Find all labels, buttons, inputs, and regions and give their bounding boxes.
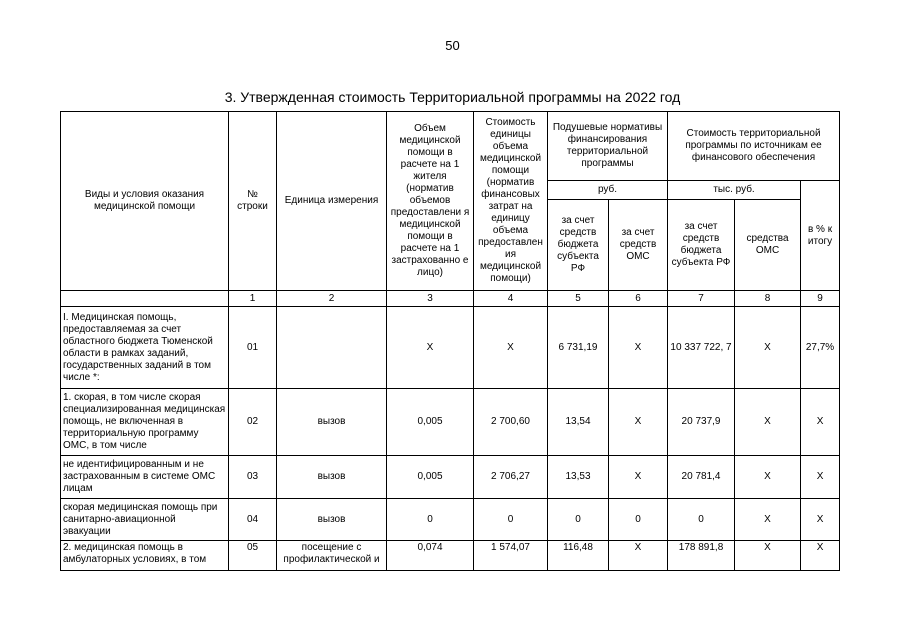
header-group-percapita: Подушевые нормативы финансирования территориальной программы [548,112,668,181]
table-row [61,499,840,541]
row-t-oms: X [735,307,801,389]
row-pc-oms: X [609,389,668,456]
col-num: 7 [668,291,735,307]
row-volume: 0 [387,499,474,541]
row-volume: X [387,307,474,389]
row-name: I. Медицинская помощь, предоставляемая за счет областного бюджета Тюменской области в рамках заданий, государственных заданий в том числе *: [61,307,229,389]
table-row [61,456,840,499]
header-pc-budget: за счет средств бюджета субъекта РФ [548,200,609,291]
row-pc-budget: 13,54 [548,389,609,456]
row-percent: X [801,456,840,499]
row-percent: 27,7% [801,307,840,389]
header-rub: руб. [548,181,668,200]
col-num: 9 [801,291,840,307]
col-num: 4 [474,291,548,307]
header-unit: Единица измерения [277,112,387,291]
header-group-total: Стоимость территориальной программы по источникам ее финансового обеспечения [668,112,840,181]
row-unit: вызов [277,499,387,541]
row-pc-budget: 0 [548,499,609,541]
row-percent: X [801,541,840,571]
row-cost: 2 700,60 [474,389,548,456]
header-t-budget: за счет средств бюджета субъекта РФ [668,200,735,291]
page-number: 50 [445,38,460,53]
row-line: 04 [229,499,277,541]
row-pc-budget: 116,48 [548,541,609,571]
row-line: 02 [229,389,277,456]
header-t-oms: средства ОМС [735,200,801,291]
header-types: Виды и условия оказания медицинской помощи [61,112,229,291]
row-t-budget: 178 891,8 [668,541,735,571]
row-cost: 1 574,07 [474,541,548,571]
row-t-oms: X [735,456,801,499]
table-row [61,541,840,571]
col-num: 3 [387,291,474,307]
row-unit: посещение с профилактической и [277,541,387,571]
header-percent: в % к итогу [801,181,840,291]
row-pc-oms: X [609,307,668,389]
col-num: 6 [609,291,668,307]
row-t-budget: 20 781,4 [668,456,735,499]
column-numbers-row [61,291,840,307]
row-cost: 2 706,27 [474,456,548,499]
row-t-budget: 20 737,9 [668,389,735,456]
row-name: 2. медицинская помощь в амбулаторных условиях, в том [61,541,229,571]
document-title: 3. Утвержденная стоимость Территориальной программы на 2022 год [224,89,681,105]
row-pc-oms: 0 [609,499,668,541]
row-line: 05 [229,541,277,571]
cost-table [60,111,840,571]
row-line: 03 [229,456,277,499]
header-row-1 [61,112,840,181]
header-thous-rub: тыс. руб. [668,181,801,200]
row-pc-budget: 13,53 [548,456,609,499]
table-row [61,307,840,389]
row-t-budget: 0 [668,499,735,541]
row-t-oms: X [735,389,801,456]
row-volume: 0,005 [387,456,474,499]
row-cost: X [474,307,548,389]
row-volume: 0,005 [387,389,474,456]
row-unit [277,307,387,389]
row-unit: вызов [277,389,387,456]
row-volume: 0,074 [387,541,474,571]
col-num [61,291,229,307]
row-cost: 0 [474,499,548,541]
col-num: 1 [229,291,277,307]
row-t-oms: X [735,499,801,541]
header-volume: Объем медицинской помощи в расчете на 1 жителя (норматив объемов предоставлени я медицинской помощи в расчете на 1 застрахованно е лицо) [387,112,474,291]
row-name: 1. скорая, в том числе скорая специализированная медицинская помощь, не включенная в территориальную программу ОМС, в том числе [61,389,229,456]
row-t-budget: 10 337 722, 7 [668,307,735,389]
row-pc-oms: X [609,456,668,499]
table-row [61,389,840,456]
row-unit: вызов [277,456,387,499]
header-cost-unit: Стоимость единицы объема медицинской помощи (норматив финансовых затрат на единицу объема предоставлен ия медицинской помощи) [474,112,548,291]
header-line: № строки [229,112,277,291]
row-name: скорая медицинская помощь при санитарно-авиационной эвакуации [61,499,229,541]
col-num: 8 [735,291,801,307]
row-line: 01 [229,307,277,389]
row-pc-oms: X [609,541,668,571]
row-name: не идентифицированным и не застрахованным в системе ОМС лицам [61,456,229,499]
row-percent: X [801,499,840,541]
col-num: 5 [548,291,609,307]
col-num: 2 [277,291,387,307]
row-pc-budget: 6 731,19 [548,307,609,389]
row-t-oms: X [735,541,801,571]
header-pc-oms: за счет средств ОМС [609,200,668,291]
row-percent: X [801,389,840,456]
